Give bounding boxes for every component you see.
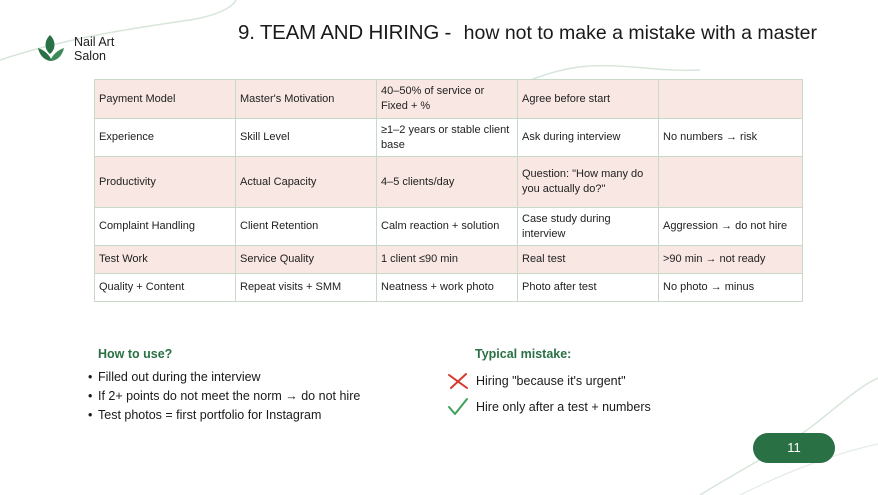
table-cell: Photo after test (518, 274, 659, 302)
table-cell: Actual Capacity (236, 157, 377, 208)
table-row (95, 208, 803, 246)
table-cell (659, 157, 803, 208)
page-title (238, 21, 817, 45)
list-item-text: Test photos = first portfolio for Instagram (98, 408, 322, 422)
table-cell: ≥1–2 years or stable client base (377, 119, 518, 157)
table-cell: Ask during interview (518, 119, 659, 157)
mistake-good-row (446, 394, 746, 420)
table-cell (659, 80, 803, 119)
table-cell: 4–5 clients/day (377, 157, 518, 208)
mistake-good-text: Hire only after a test + numbers (476, 400, 651, 414)
mistake-bad-row (446, 368, 746, 394)
table-cell: Case study during interview (518, 208, 659, 246)
bullet: • (88, 370, 93, 384)
table-cell: Experience (95, 119, 236, 157)
list-item-text: If 2+ points do not meet the norm → do not hire (98, 389, 361, 403)
table-cell: Calm reaction + solution (377, 208, 518, 246)
table-cell: Repeat visits + SMM (236, 274, 377, 302)
bullet: • (88, 408, 93, 422)
table-cell: Quality + Content (95, 274, 236, 302)
how-to-use-list (88, 368, 388, 425)
table-row (95, 274, 803, 302)
bullet: • (88, 389, 93, 403)
table-cell: Question: "How many do you actually do?" (518, 157, 659, 208)
table-cell: Service Quality (236, 246, 377, 274)
table-cell: Test Work (95, 246, 236, 274)
table-cell: 40–50% of service or Fixed + % (377, 80, 518, 119)
hiring-criteria-table (94, 79, 803, 302)
brand-line-2: Salon (74, 49, 106, 63)
table-cell: Skill Level (236, 119, 377, 157)
table-cell: No photo → minus (659, 274, 803, 302)
brand-line-1: Nail Art (74, 35, 115, 49)
table-cell: Payment Model (95, 80, 236, 119)
table-cell: 1 client ≤90 min (377, 246, 518, 274)
title-sub: how not to make a mistake with a master (463, 22, 817, 44)
list-item (88, 387, 388, 406)
mistake-bad-text: Hiring "because it's urgent" (476, 374, 626, 388)
page-number-badge: 11 (753, 433, 835, 463)
list-item (88, 406, 388, 425)
table-row (95, 246, 803, 274)
leaf-icon (36, 32, 66, 66)
brand-name (74, 35, 114, 63)
table-row (95, 80, 803, 119)
table-cell: Agree before start (518, 80, 659, 119)
table-cell: Neatness + work photo (377, 274, 518, 302)
table-cell: Client Retention (236, 208, 377, 246)
cross-icon (446, 371, 470, 391)
title-main: 9. TEAM AND HIRING - (238, 21, 452, 44)
table-cell: Real test (518, 246, 659, 274)
table-cell: No numbers → risk (659, 119, 803, 157)
table-cell: Aggression → do not hire (659, 208, 803, 246)
list-item-text: Filled out during the interview (98, 370, 261, 384)
table-cell: Master's Motivation (236, 80, 377, 119)
check-icon (446, 397, 470, 417)
table-row (95, 119, 803, 157)
how-to-use-title: How to use? (98, 347, 173, 361)
brand-logo (36, 32, 114, 66)
table-cell: Productivity (95, 157, 236, 208)
table-cell: >90 min → not ready (659, 246, 803, 274)
typical-mistake-title: Typical mistake: (475, 347, 572, 361)
table-cell: Complaint Handling (95, 208, 236, 246)
list-item (88, 368, 388, 387)
table-row (95, 157, 803, 208)
how-to-use-section (88, 347, 388, 425)
typical-mistake-section (446, 347, 746, 420)
